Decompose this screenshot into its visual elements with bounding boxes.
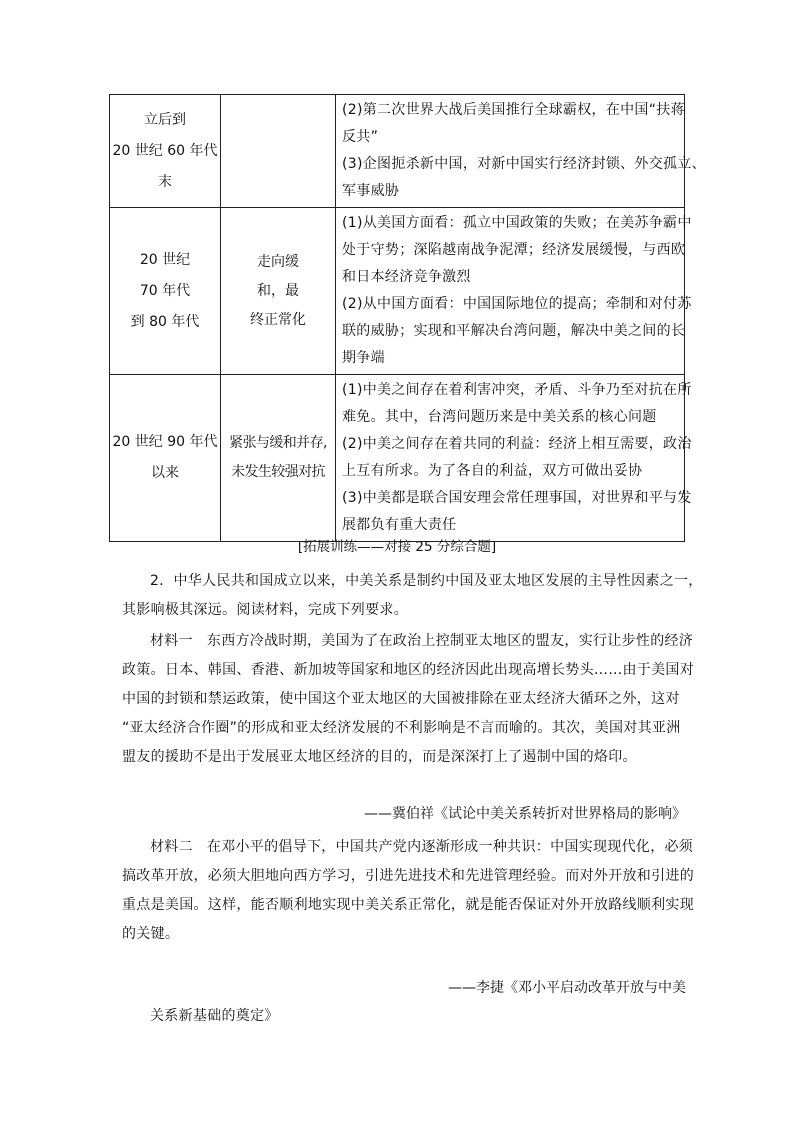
material-one: 材料一 东西方冷战时期，美国为了在政治上控制亚太地区的盟友，实行让步性的经济 政策。日本、韩国、香港、新加坡等国家和地区的经济因此出现高增长势头……由于美国对 中国的封锁和禁运政策，使中国这个亚太地区的大国被排除在亚太经济大循环之外，这对 “亚太经济合作圈”的形成和亚太经济发展的不利影响是不言而喻的。其次，美国对其亚洲 盟友的援助不是出于发展亚太地区经济的目的，而是深深打上了遏制中国的烙印。 [122,633,694,765]
material-two-source-cont: 关系新基础的奠定》 [150,1008,279,1024]
question-text: 2．中华人民共和国成立以来，中美关系是制约中国及亚太地区发展的主导性因素之一， 其影响极其深远。阅读材料，完成下列要求。 [122,573,703,618]
material-two-source: ——李捷《邓小平启动改革开放与中美 [448,980,686,996]
section-caption: [拓展训练——对接 25 分综合题] [297,539,497,555]
history-table [109,94,706,542]
material-label: 材料二 [150,839,193,855]
trend-cell [221,95,336,208]
material-one-source: ——冀伯祥《试论中美关系转折对世界格局的影响》 [364,806,686,822]
table-row [110,208,685,375]
material-label: 材料一 [150,633,193,649]
period-cell: 20 世纪 70 年代 到 80 年代 [110,208,221,375]
trend-cell: 紧张与缓和并存, 未发生较强对抗 [221,375,336,542]
reasons-cell: (1)中美之间存在着利害冲突，矛盾、斗争乃至对抗在所 难免。其中，台湾问题历来是中美关系的核心问题 (2)中美之间存在着共同的利益：经济上相互需要，政治 上互有所求。为了各自的利益，双方可做出妥协 (3)中美都是联合国安理会常任理事国，对世界和平与发 展都负有重大责任 [336,375,685,542]
table-row [110,95,685,208]
reasons-cell: (1)从美国方面看：孤立中国政策的失败；在美苏争霸中 处于守势；深陷越南战争泥潭；经济发展缓慢，与西欧 和日本经济竞争激烈 (2)从中国方面看：中国国际地位的提高；牵制和对付苏 联的威胁；实现和平解决台湾问题，解决中美之间的长 期争端 [336,208,685,375]
reasons-cell: (2)第二次世界大战后美国推行全球霸权，在中国“扶蒋 反共” (3)企图扼杀新中国，对新中国实行经济封锁、外交孤立、 军事威胁 [336,95,685,208]
period-cell: 20 世纪 90 年代 以来 [110,375,221,542]
trend-cell: 走向缓 和，最 终正常化 [221,208,336,375]
period-cell: 立后到 20 世纪 60 年代 末 [110,95,221,208]
material-two: 材料二 在邓小平的倡导下，中国共产党内逐渐形成一种共识：中国实现现代化，必须 搞改革开放，必须大胆地向西方学习，引进先进技术和先进管理经验。而对外开放和引进的 重点是美国。这样，能否顺利地实现中美关系正常化，就是能否保证对外开放路线顺利实现 的关键。 [122,839,694,942]
table-row [110,375,685,542]
